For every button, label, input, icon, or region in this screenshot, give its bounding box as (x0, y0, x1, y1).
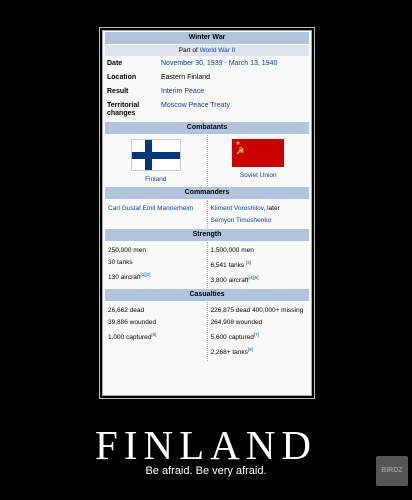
combatant-name[interactable]: Soviet Union (239, 172, 277, 179)
strength-item: 30 tanks (108, 258, 133, 266)
commanders-header: Commanders (105, 187, 309, 199)
strength-item: 130 aircraft (108, 273, 141, 281)
citation[interactable]: [3] (245, 259, 251, 265)
poster-title: FINLAND (95, 422, 317, 468)
row-value-link[interactable]: November 30, 1939 - March 13, 1940 (161, 60, 278, 67)
infobox-subtitle (105, 45, 309, 56)
finland-flag-icon[interactable] (131, 139, 181, 171)
strength-item: 3,800 aircraft (210, 276, 249, 284)
row-result (107, 85, 307, 99)
strength-item: 250,000 men (108, 246, 146, 254)
casualty-item: 1,000 captured (108, 333, 152, 341)
combatant-name[interactable]: Finland (145, 176, 167, 183)
soviet-flag-icon[interactable]: ★ ☭ (232, 139, 284, 167)
strength-item: 6,541 tanks (210, 261, 245, 269)
casualties-left (105, 302, 207, 360)
strength-right (207, 242, 310, 288)
commander-suffix: , later (263, 204, 280, 212)
casualties-header: Casualties (105, 289, 309, 301)
casualty-item: 226,875 dead 400,000+ missing (210, 306, 304, 314)
row-key: Location (107, 74, 137, 81)
strength-header: Strength (105, 229, 309, 241)
casualty-item: 5,600 captured (210, 333, 254, 341)
commander-link[interactable]: Semyon Timoshenko (210, 216, 272, 224)
strength-item: 1,500,000 men (210, 246, 254, 254)
row-territorial (107, 99, 307, 121)
strength-left (105, 242, 207, 288)
casualty-item: 264,908 wounded (210, 318, 263, 326)
casualties-right (207, 302, 310, 360)
part-of-prefix: Part of (178, 47, 200, 54)
commander-left (105, 200, 207, 228)
citation[interactable]: [7] (253, 331, 259, 337)
casualty-item: 2,268+ tanks (210, 349, 248, 357)
row-date (107, 57, 307, 71)
poster-frame (99, 27, 315, 399)
row-value-link[interactable]: Moscow Peace Treaty (161, 102, 230, 109)
combatant-right (207, 135, 310, 186)
row-key: Result (107, 88, 129, 95)
row-value-link[interactable]: Interim Peace (161, 88, 205, 95)
combatants (105, 135, 309, 186)
row-key: Date (107, 60, 123, 67)
infobox (102, 30, 312, 396)
citation[interactable]: [8] (247, 346, 253, 352)
commander-link[interactable]: Carl Gustaf Emil Mannerheim (108, 204, 194, 212)
commander-right (207, 200, 310, 228)
casualty-item: 39,886 wounded (108, 318, 157, 326)
strength (105, 242, 309, 288)
commander-link[interactable]: Kliment Voroshilov (210, 204, 264, 212)
watermark-logo: BIRDZ (376, 456, 408, 486)
casualties (105, 302, 309, 360)
citation[interactable]: [1][2] (140, 271, 151, 277)
part-of-link[interactable]: World War II (199, 47, 236, 54)
citation[interactable]: [4][5] (248, 274, 259, 280)
citation[interactable]: [6] (151, 331, 157, 337)
row-location (107, 71, 307, 85)
casualty-item: 26,662 dead (108, 306, 145, 314)
combatant-left (105, 135, 207, 186)
row-key: Territorial changes (107, 102, 140, 117)
row-value: Eastern Finland (161, 74, 211, 81)
commanders (105, 200, 309, 228)
combatants-header: Combatants (105, 122, 309, 134)
poster-tagline: Be afraid. Be very afraid. (145, 465, 267, 477)
infobox-title: Winter War (105, 32, 309, 44)
